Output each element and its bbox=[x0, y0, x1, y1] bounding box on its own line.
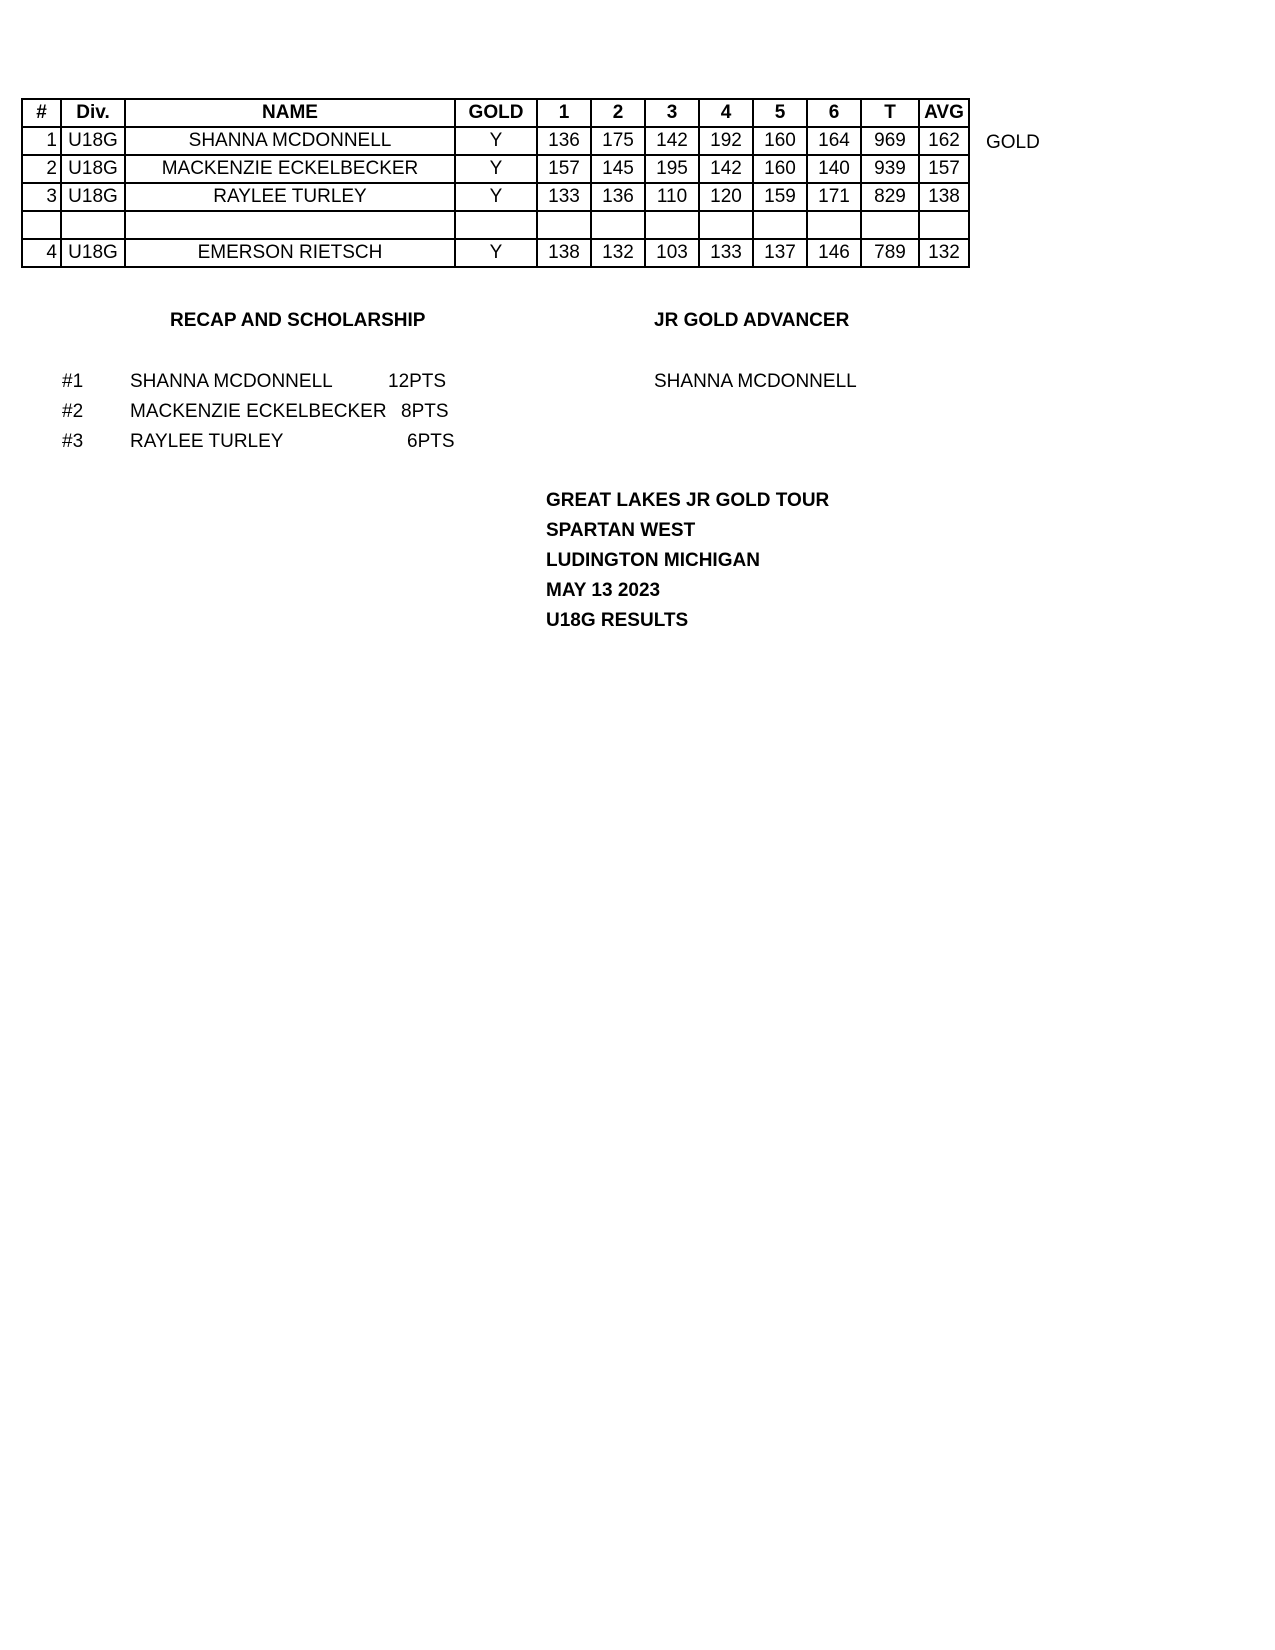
blank-cell bbox=[61, 211, 125, 239]
cell-rank: 1 bbox=[22, 127, 61, 155]
cell-div: U18G bbox=[61, 127, 125, 155]
recap-points: 6PTS bbox=[407, 431, 455, 452]
blank-cell bbox=[807, 211, 861, 239]
cell-total: 829 bbox=[861, 183, 919, 211]
cell-game-5: 159 bbox=[753, 183, 807, 211]
cell-game-6: 171 bbox=[807, 183, 861, 211]
cell-name: EMERSON RIETSCH bbox=[125, 239, 455, 267]
header-game-5: 5 bbox=[753, 99, 807, 127]
table-header-row bbox=[22, 99, 969, 127]
recap-name: SHANNA MCDONNELL bbox=[130, 371, 333, 392]
cell-game-4: 192 bbox=[699, 127, 753, 155]
cell-game-3: 195 bbox=[645, 155, 699, 183]
cell-avg: 132 bbox=[919, 239, 969, 267]
cell-avg: 162 bbox=[919, 127, 969, 155]
blank-cell bbox=[645, 211, 699, 239]
cell-div: U18G bbox=[61, 183, 125, 211]
cell-name: SHANNA MCDONNELL bbox=[125, 127, 455, 155]
recap-heading: RECAP AND SCHOLARSHIP bbox=[170, 310, 426, 331]
cell-gold: Y bbox=[455, 155, 537, 183]
cell-game-6: 164 bbox=[807, 127, 861, 155]
blank-row bbox=[22, 211, 969, 239]
cell-gold: Y bbox=[455, 127, 537, 155]
event-date: MAY 13 2023 bbox=[546, 580, 661, 601]
blank-cell bbox=[22, 211, 61, 239]
blank-cell bbox=[919, 211, 969, 239]
blank-cell bbox=[591, 211, 645, 239]
cell-game-4: 142 bbox=[699, 155, 753, 183]
event-venue: SPARTAN WEST bbox=[546, 520, 696, 541]
recap-name: RAYLEE TURLEY bbox=[130, 431, 284, 452]
recap-place: #1 bbox=[62, 371, 84, 392]
header-game-6: 6 bbox=[807, 99, 861, 127]
blank-cell bbox=[861, 211, 919, 239]
cell-total: 969 bbox=[861, 127, 919, 155]
blank-cell bbox=[753, 211, 807, 239]
cell-game-2: 145 bbox=[591, 155, 645, 183]
cell-game-4: 133 bbox=[699, 239, 753, 267]
cell-game-6: 140 bbox=[807, 155, 861, 183]
header-div: Div. bbox=[61, 99, 125, 127]
cell-game-2: 132 bbox=[591, 239, 645, 267]
header-rank: # bbox=[22, 99, 61, 127]
cell-game-3: 103 bbox=[645, 239, 699, 267]
cell-game-5: 160 bbox=[753, 127, 807, 155]
header-game-2: 2 bbox=[591, 99, 645, 127]
table-row bbox=[22, 183, 969, 211]
cell-game-1: 136 bbox=[537, 127, 591, 155]
event-location: LUDINGTON MICHIGAN bbox=[546, 550, 760, 571]
header-game-4: 4 bbox=[699, 99, 753, 127]
advancer-name: SHANNA MCDONNELL bbox=[654, 371, 857, 392]
blank-cell bbox=[699, 211, 753, 239]
cell-game-3: 142 bbox=[645, 127, 699, 155]
cell-div: U18G bbox=[61, 155, 125, 183]
blank-cell bbox=[537, 211, 591, 239]
cell-game-5: 160 bbox=[753, 155, 807, 183]
cell-div: U18G bbox=[61, 239, 125, 267]
results-table bbox=[21, 98, 970, 268]
cell-game-4: 120 bbox=[699, 183, 753, 211]
cell-game-2: 136 bbox=[591, 183, 645, 211]
table-row bbox=[22, 127, 969, 155]
cell-name: MACKENZIE ECKELBECKER bbox=[125, 155, 455, 183]
cell-game-1: 157 bbox=[537, 155, 591, 183]
cell-avg: 157 bbox=[919, 155, 969, 183]
blank-cell bbox=[125, 211, 455, 239]
header-gold: GOLD bbox=[455, 99, 537, 127]
cell-rank: 4 bbox=[22, 239, 61, 267]
cell-game-5: 137 bbox=[753, 239, 807, 267]
header-game-1: 1 bbox=[537, 99, 591, 127]
cell-game-1: 133 bbox=[537, 183, 591, 211]
cell-game-1: 138 bbox=[537, 239, 591, 267]
header-total: T bbox=[861, 99, 919, 127]
cell-game-6: 146 bbox=[807, 239, 861, 267]
header-name: NAME bbox=[125, 99, 455, 127]
cell-game-2: 175 bbox=[591, 127, 645, 155]
gold-side-note: GOLD bbox=[986, 132, 1040, 153]
table-row bbox=[22, 239, 969, 267]
cell-rank: 3 bbox=[22, 183, 61, 211]
recap-place: #3 bbox=[62, 431, 84, 452]
event-tour: GREAT LAKES JR GOLD TOUR bbox=[546, 490, 830, 511]
recap-place: #2 bbox=[62, 401, 84, 422]
event-results-label: U18G RESULTS bbox=[546, 610, 689, 631]
cell-gold: Y bbox=[455, 239, 537, 267]
cell-rank: 2 bbox=[22, 155, 61, 183]
cell-total: 939 bbox=[861, 155, 919, 183]
table-row bbox=[22, 155, 969, 183]
cell-name: RAYLEE TURLEY bbox=[125, 183, 455, 211]
recap-name: MACKENZIE ECKELBECKER bbox=[130, 401, 387, 422]
blank-cell bbox=[455, 211, 537, 239]
recap-points: 8PTS bbox=[401, 401, 449, 422]
advancer-heading: JR GOLD ADVANCER bbox=[654, 310, 850, 331]
header-avg: AVG bbox=[919, 99, 969, 127]
header-game-3: 3 bbox=[645, 99, 699, 127]
cell-avg: 138 bbox=[919, 183, 969, 211]
cell-game-3: 110 bbox=[645, 183, 699, 211]
cell-gold: Y bbox=[455, 183, 537, 211]
cell-total: 789 bbox=[861, 239, 919, 267]
recap-points: 12PTS bbox=[388, 371, 447, 392]
